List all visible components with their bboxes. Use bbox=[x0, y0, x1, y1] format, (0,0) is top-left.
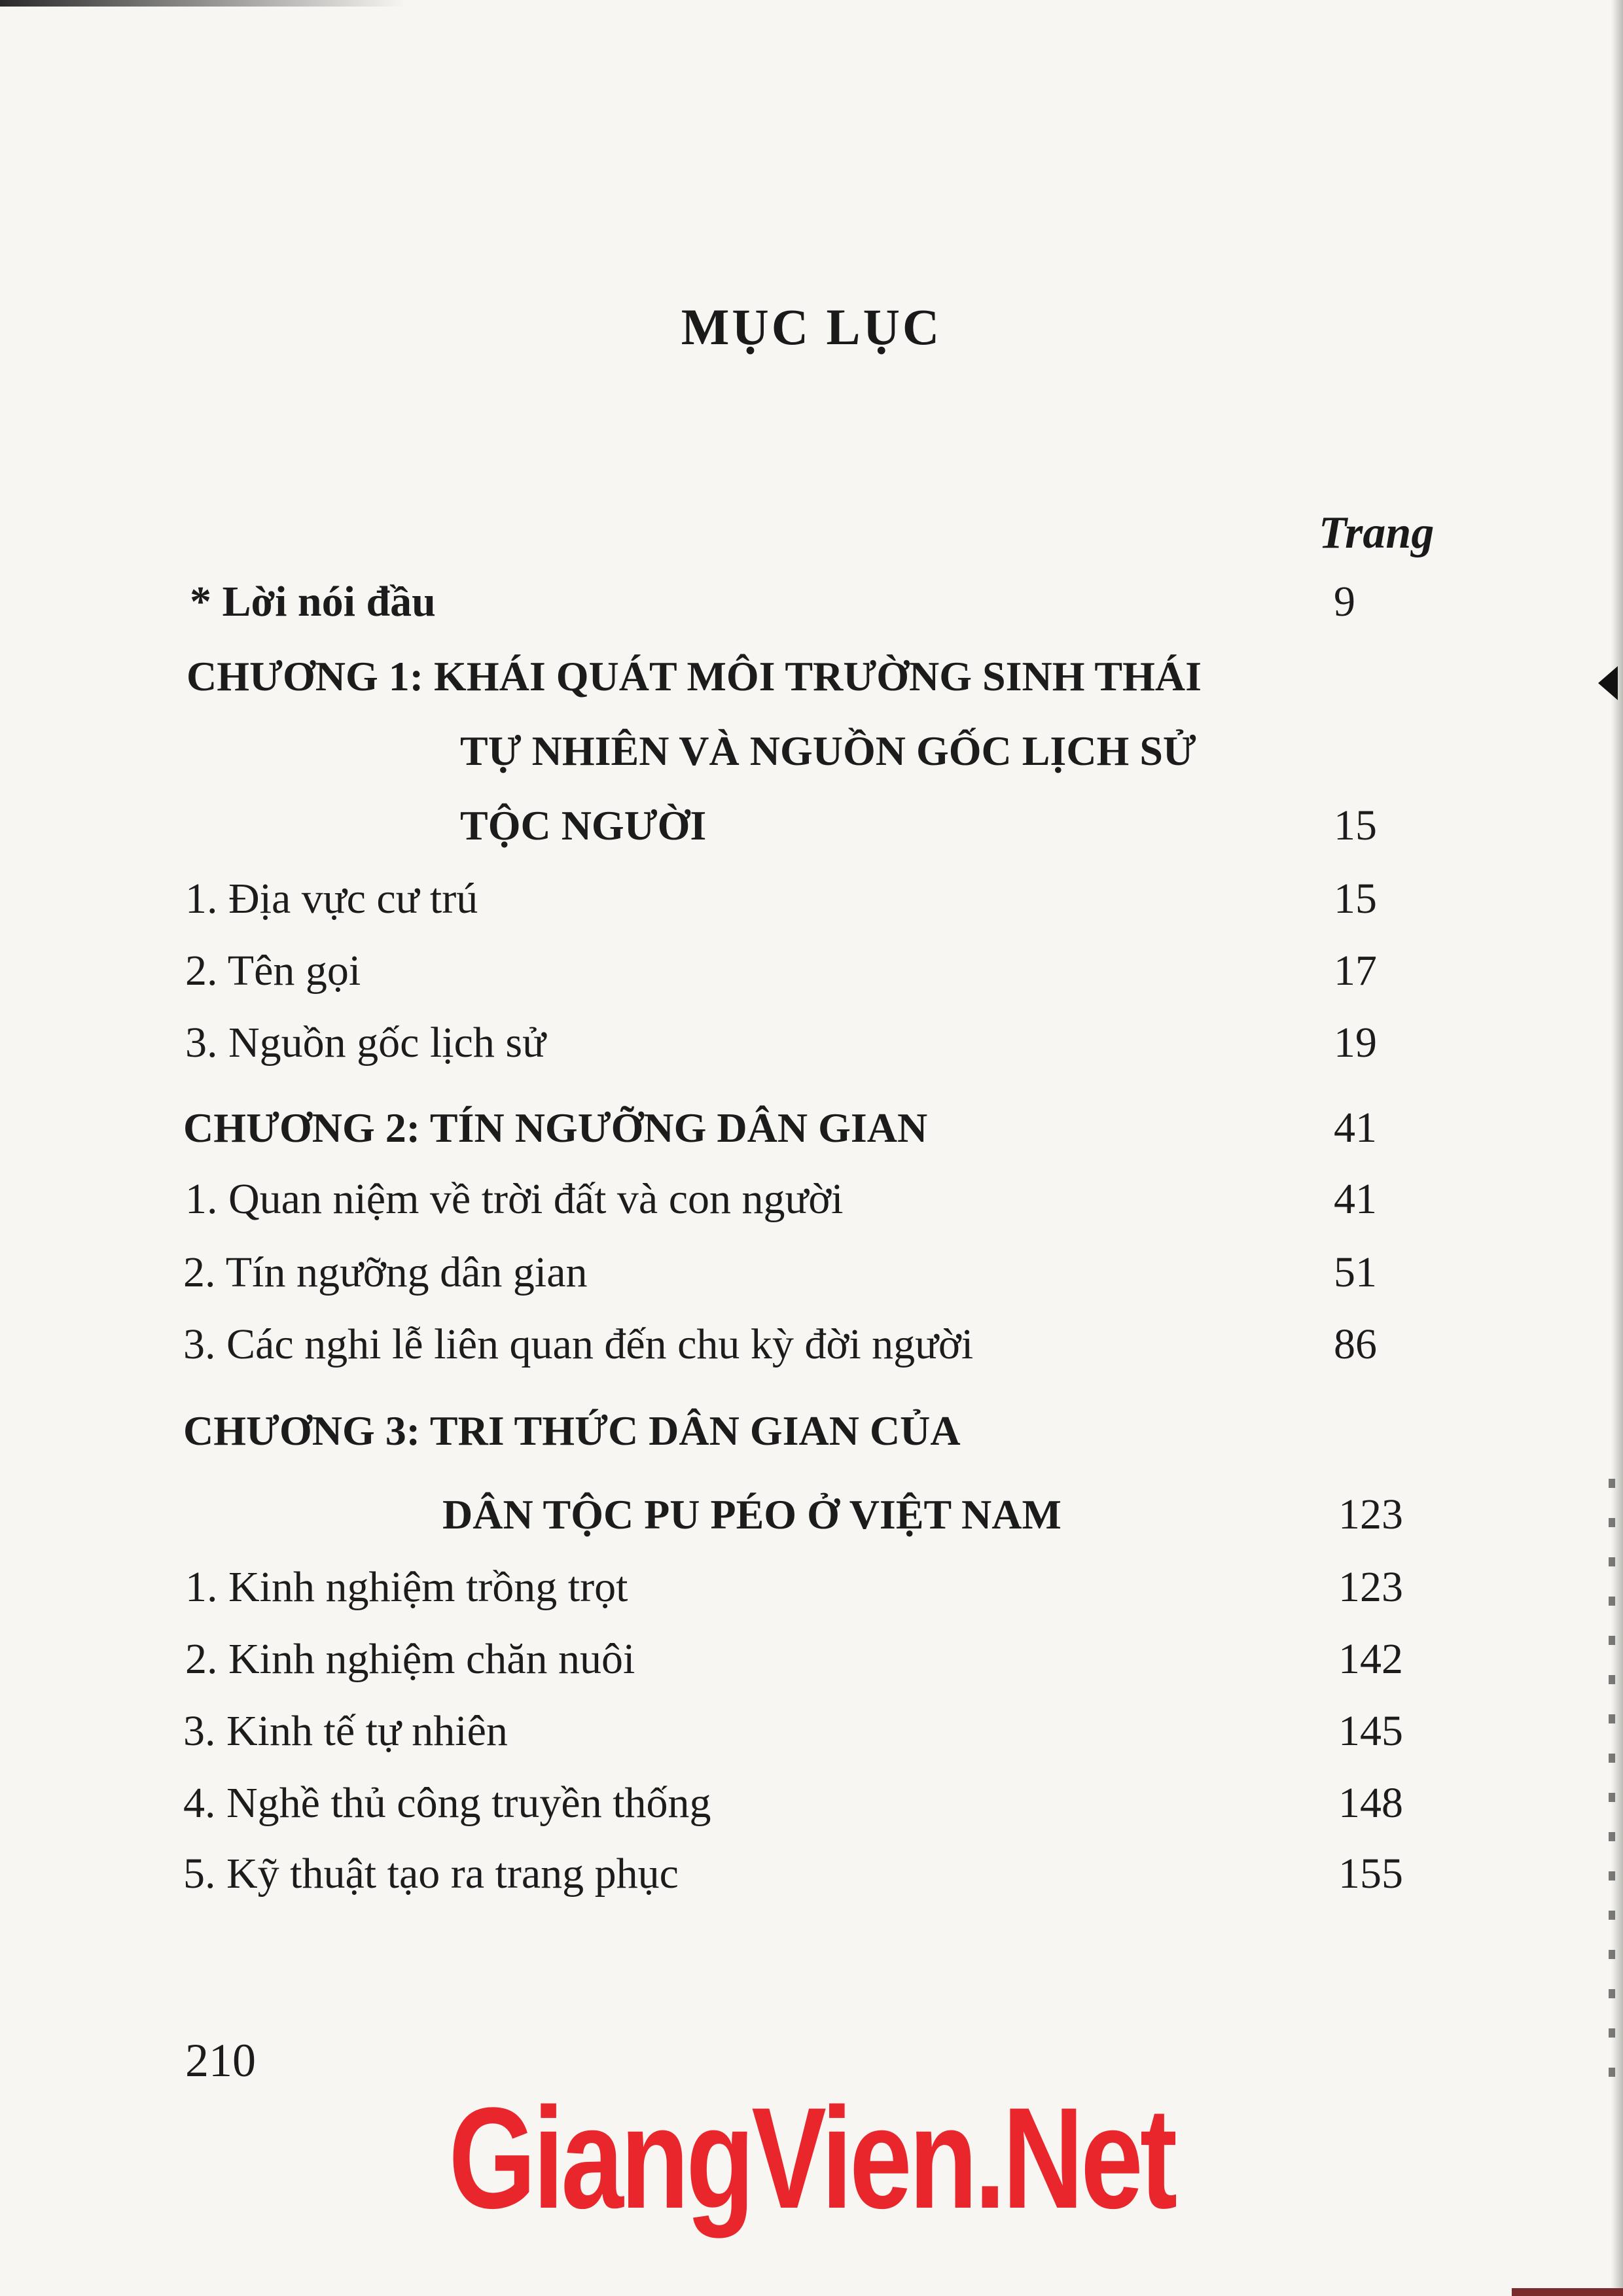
toc-entry-page: 123 bbox=[1338, 1563, 1403, 1611]
toc-entry-page: 19 bbox=[1334, 1019, 1377, 1067]
toc-entry-text: 1. Kinh nghiệm trồng trọt bbox=[185, 1563, 628, 1611]
toc-entry-page: 15 bbox=[1334, 802, 1377, 849]
toc-entry-page: 155 bbox=[1338, 1850, 1403, 1898]
toc-entry-page: 123 bbox=[1338, 1491, 1403, 1538]
left-arrow-icon bbox=[1598, 666, 1618, 700]
page-title: MỤC LỤC bbox=[681, 298, 942, 355]
toc-entry-page: 148 bbox=[1338, 1779, 1403, 1827]
toc-chapter-3-line-1: CHƯƠNG 3: TRI THỨC DÂN GIAN CỦA bbox=[183, 1407, 961, 1454]
toc-entry-text: 1. Địa vực cư trú bbox=[185, 875, 478, 923]
toc-entry-text: 3. Các nghi lễ liên quan đến chu kỳ đời người bbox=[183, 1320, 974, 1368]
toc-entry-page: 9 bbox=[1334, 578, 1355, 626]
page-column-label: Trang bbox=[1319, 508, 1435, 558]
page-number: 210 bbox=[185, 2034, 256, 2087]
toc-entry-text: 5. Kỹ thuật tạo ra trang phục bbox=[183, 1850, 679, 1898]
watermark: GiangVien.Net bbox=[448, 2077, 1175, 2238]
toc-entry-page: 86 bbox=[1334, 1320, 1377, 1368]
toc-chapter-2: CHƯƠNG 2: TÍN NGƯỠNG DÂN GIAN bbox=[183, 1104, 928, 1151]
toc-entry-page: 142 bbox=[1338, 1635, 1403, 1683]
toc-entry-page: 17 bbox=[1334, 947, 1377, 995]
toc-entry-text: 2. Kinh nghiệm chăn nuôi bbox=[185, 1635, 635, 1683]
toc-entry-text: * Lời nói đầu bbox=[190, 578, 436, 626]
toc-entry-text: 3. Nguồn gốc lịch sử bbox=[185, 1019, 546, 1067]
toc-entry-text: 3. Kinh tế tự nhiên bbox=[183, 1707, 508, 1755]
corner-mark bbox=[1512, 2288, 1623, 2296]
page-top-shadow bbox=[0, 0, 406, 7]
toc-entry-page: 51 bbox=[1334, 1248, 1377, 1296]
toc-entry-page: 41 bbox=[1334, 1104, 1377, 1152]
toc-chapter-1-line-2: TỰ NHIÊN VÀ NGUỒN GỐC LỊCH SỬ bbox=[460, 728, 1196, 774]
toc-entry-text: 4. Nghề thủ công truyền thống bbox=[183, 1779, 711, 1827]
toc-entry-text: 2. Tên gọi bbox=[185, 947, 361, 995]
toc-chapter-1-line-1: CHƯƠNG 1: KHÁI QUÁT MÔI TRƯỜNG SINH THÁI bbox=[187, 653, 1202, 699]
toc-entry-page: 41 bbox=[1334, 1175, 1377, 1223]
toc-entry-page: 145 bbox=[1338, 1707, 1403, 1755]
toc-entry-text: 2. Tín ngưỡng dân gian bbox=[183, 1248, 588, 1296]
toc-entry-text: 1. Quan niệm về trời đất và con người bbox=[185, 1175, 844, 1223]
toc-chapter-3-line-2: DÂN TỘC PU PÉO Ở VIỆT NAM bbox=[442, 1491, 1061, 1538]
binding-edge-marks bbox=[1609, 1479, 1615, 2094]
toc-chapter-1-line-3: TỘC NGƯỜI bbox=[460, 802, 707, 849]
toc-entry-page: 15 bbox=[1334, 875, 1377, 923]
